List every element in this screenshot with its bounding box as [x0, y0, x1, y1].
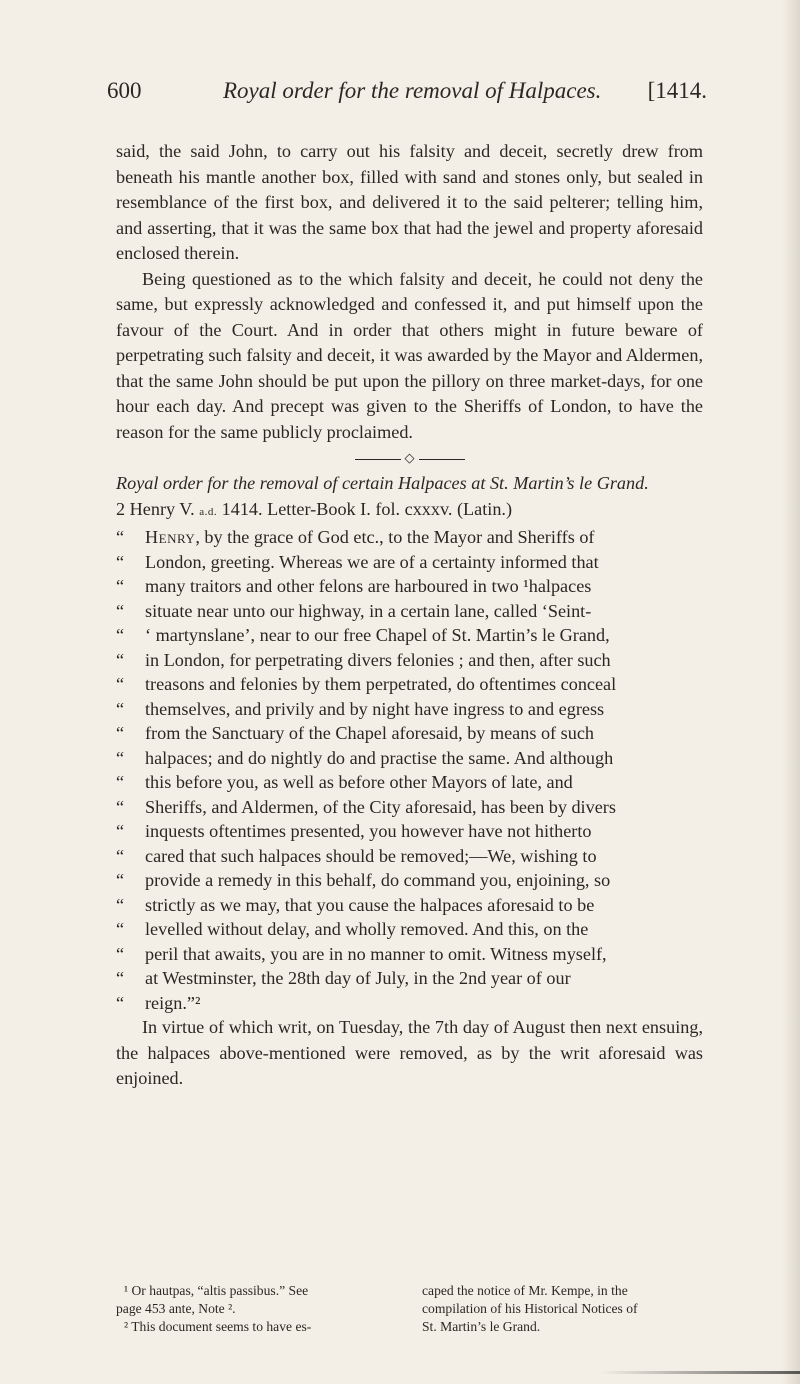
quote-line — [116, 893, 703, 918]
quote-line — [116, 868, 703, 893]
running-header — [107, 78, 707, 112]
quote-line — [116, 917, 703, 942]
quote-mark: “ — [116, 894, 125, 915]
quote-text: inquests oftentimes presented, you however have not hitherto — [145, 821, 592, 841]
quote-text: situate near unto our highway, in a certain lane, called ‘Seint- — [145, 600, 592, 621]
quote-mark: “ — [116, 551, 125, 572]
quote-mark: “ — [116, 968, 125, 988]
header-year: [1414. — [647, 78, 707, 103]
quote-line — [116, 770, 703, 795]
divider-rule — [355, 459, 401, 460]
quote-line — [116, 942, 703, 967]
quote-line — [116, 795, 703, 820]
quote-text: London, greeting. Whereas we are of a certainty informed that — [145, 551, 599, 572]
quote-line — [116, 991, 703, 1016]
quote-line — [116, 672, 703, 697]
quote-text: many traitors and other felons are harboured in two ¹halpaces — [145, 576, 592, 596]
quote-line — [116, 525, 703, 550]
quote-line — [116, 648, 703, 673]
quote-mark: “ — [116, 649, 125, 670]
quote-text: themselves, and privily and by night have ingress to and egress — [145, 698, 605, 719]
quote-text: from the Sanctuary of the Chapel aforesaid, by means of such — [145, 723, 594, 743]
quote-mark: “ — [116, 600, 125, 621]
footnote-line: page 453 ante, Note ². — [116, 1301, 236, 1316]
section-divider — [116, 445, 703, 471]
quote-mark: “ — [116, 576, 125, 596]
divider-rule — [419, 459, 465, 460]
quote-mark: “ — [116, 625, 125, 645]
quote-mark: “ — [116, 845, 125, 866]
quote-line — [116, 746, 703, 771]
paragraph: Being questioned as to the which falsity and deceit, he could not deny the same, but expressly acknowledged and confessed it, and put himself upon the favour of the Court. And in order that others might in future beware of perpetrating such falsity and deceit, it was awarded by the Mayor and Aldermen, that the same John should be put upon the pillory on three market-days, for one hour each day. And precept was given to the Sheriffs of London, to have the reason for the same publicly proclaimed. — [116, 268, 703, 442]
main-text — [116, 139, 703, 1092]
quote-text: ‘ martynslane’, near to our free Chapel of St. Martin’s le Grand, — [145, 625, 610, 645]
quote-text: provide a remedy in this behalf, do command you, enjoining, so — [145, 870, 611, 890]
quote-text: reign.”² — [145, 992, 201, 1013]
quote-line — [116, 623, 703, 648]
quote-mark: “ — [116, 821, 125, 841]
bottom-edge-line — [600, 1371, 800, 1374]
footnote-line: St. Martin’s le Grand. — [422, 1319, 541, 1334]
quote-mark: “ — [116, 527, 125, 547]
document-title: Royal order for the removal of certain Halpaces at St. Martin’s le Grand. — [116, 473, 649, 493]
quote-text: levelled without delay, and wholly removed. And this, on the — [145, 919, 589, 939]
quote-line — [116, 966, 703, 991]
quote-mark: “ — [116, 747, 125, 768]
quote-text: halpaces; and do nightly do and practise the same. And although — [145, 747, 614, 768]
quote-line — [116, 697, 703, 722]
quote-text: peril that awaits, you are in no manner to omit. Witness myself, — [145, 943, 607, 964]
paragraph: In virtue of which writ, on Tuesday, the 7th day of August then next ensuing, the halpaces above-mentioned were removed, as by the writ aforesaid was enjoined. — [116, 1017, 703, 1088]
quote-text: , by the grace of God etc., to the Mayor and Sheriffs of — [195, 527, 595, 547]
quote-mark: “ — [116, 870, 125, 890]
quote-mark: “ — [116, 992, 125, 1013]
document-source — [116, 497, 703, 526]
page-number: 600 — [107, 78, 142, 103]
quote-line — [116, 574, 703, 599]
quote-line — [116, 550, 703, 575]
page-edge-shadow — [782, 0, 800, 1384]
quote-mark: “ — [116, 919, 125, 939]
running-title: Royal order for the removal of Halpaces. — [223, 78, 602, 103]
quote-text: in London, for perpetrating divers felonies ; and then, after such — [145, 649, 611, 670]
footnotes-right-column — [422, 1282, 705, 1336]
source-reference: 1414. Letter-Book I. fol. cxxxv. (Latin.) — [221, 498, 513, 519]
quote-text: Sheriffs, and Aldermen, of the City aforesaid, has been by divers — [145, 796, 616, 817]
footnote-line: ¹ Or hautpas, “altis passibus.” See — [124, 1283, 309, 1298]
quote-opening-word: Henry — [145, 527, 196, 547]
footnote-line: compilation of his Historical Notices of — [422, 1301, 638, 1316]
quote-mark: “ — [116, 796, 125, 817]
quote-text: at Westminster, the 28th day of July, in the 2nd year of our — [145, 968, 571, 988]
quote-line — [116, 819, 703, 844]
quote-mark: “ — [116, 772, 125, 792]
quote-text: strictly as we may, that you cause the halpaces aforesaid to be — [145, 894, 595, 915]
quote-line — [116, 844, 703, 869]
footnote-line: caped the notice of Mr. Kempe, in the — [422, 1283, 628, 1298]
quote-line — [116, 599, 703, 624]
quote-mark: “ — [116, 723, 125, 743]
paragraph: said, the said John, to carry out his falsity and deceit, secretly drew from beneath his mantle another box, filled with sand and stones only, but sealed in resemblance of the first box, and delivered it to the said pelterer; telling him, and asserting, that it was the same box that had the jewel and property aforesaid enclosed therein. — [116, 141, 703, 263]
quote-line — [116, 721, 703, 746]
footnote-line: ² This document seems to have es- — [124, 1319, 312, 1334]
quote-text: this before you, as well as before other Mayors of late, and — [145, 772, 573, 792]
quote-mark: “ — [116, 943, 125, 964]
source-ad: a.d. — [199, 505, 218, 518]
quote-text: cared that such halpaces should be removed;—We, wishing to — [145, 845, 597, 866]
quote-text: treasons and felonies by them perpetrated, do oftentimes conceal — [145, 674, 617, 694]
diamond-ornament-icon: ◇ — [404, 450, 415, 465]
quote-mark: “ — [116, 698, 125, 719]
source-regnal-year: 2 Henry V. — [116, 498, 195, 519]
quote-mark: “ — [116, 674, 125, 694]
writ-quotation — [116, 525, 703, 1015]
footnotes-left-column — [116, 1282, 406, 1336]
